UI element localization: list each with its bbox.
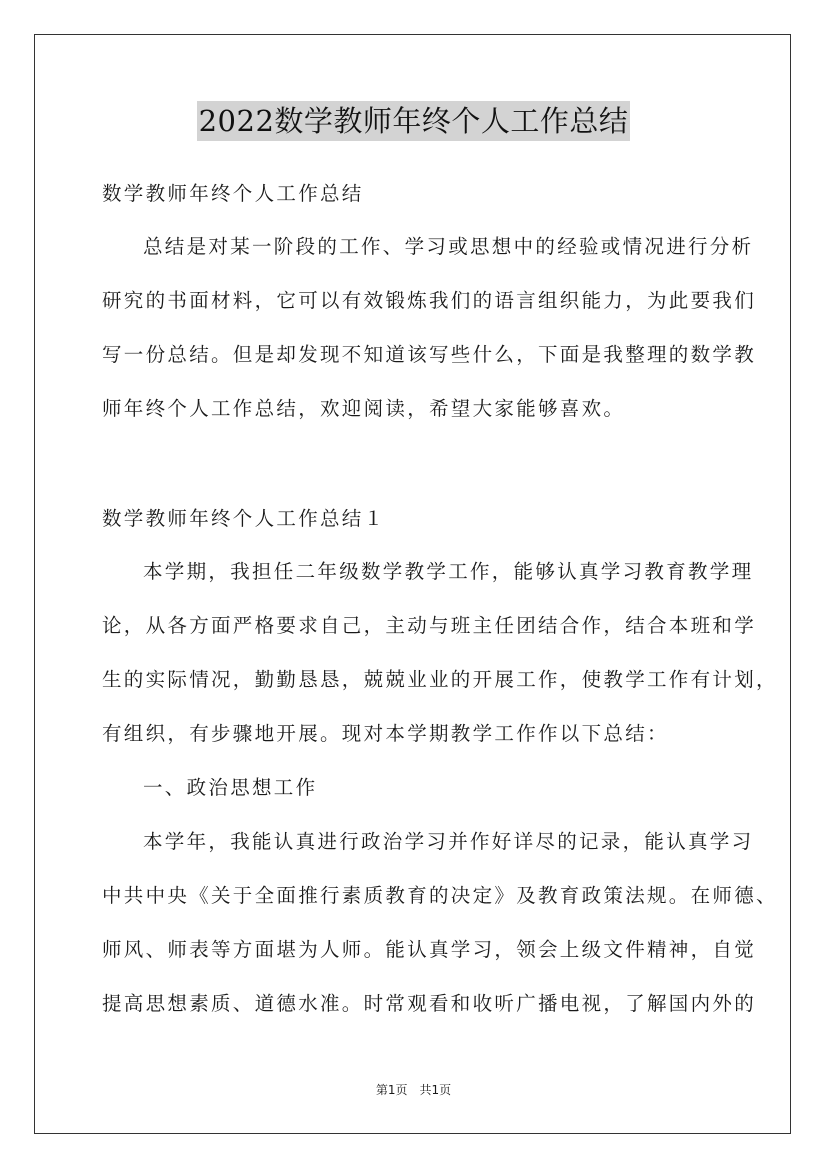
- section-heading: 数学教师年终个人工作总结１: [102, 507, 386, 530]
- document-title-wrapper: [0, 101, 827, 141]
- paragraph-line: 生的实际情况，勤勤恳恳，兢兢业业的开展工作，使教学工作有计划，: [102, 668, 778, 691]
- paragraph-line: 师年终个人工作总结，欢迎阅读，希望大家能够喜欢。: [102, 397, 626, 420]
- paragraph-line: 师风、师表等方面堪为人师。能认真学习，领会上级文件精神，自觉: [102, 938, 757, 961]
- paragraph-line: 写一份总结。但是却发现不知道该写些什么，下面是我整理的数学教: [102, 343, 757, 366]
- paragraph-line: 中共中央《关于全面推行素质教育的决定》及教育政策法规。在师德、: [102, 884, 778, 907]
- paragraph-line: 本学年，我能认真进行政治学习并作好详尽的记录，能认真学习: [143, 830, 754, 853]
- document-subtitle: 数学教师年终个人工作总结: [102, 182, 364, 205]
- page-number-footer: 第1页 共1页: [375, 1083, 452, 1097]
- paragraph-line: 论，从各方面严格要求自己，主动与班主任团结合作，结合本班和学: [102, 614, 757, 637]
- subheading: 一、政治思想工作: [143, 776, 318, 799]
- paragraph-line: 有组织，有步骤地开展。现对本学期教学工作作以下总结：: [102, 722, 669, 745]
- document-title: 2022数学教师年终个人工作总结: [197, 101, 631, 141]
- paragraph-line: 研究的书面材料，它可以有效锻炼我们的语言组织能力，为此要我们: [102, 289, 757, 312]
- paragraph-line: 提高思想素质、道德水准。时常观看和收听广播电视，了解国内外的: [102, 992, 757, 1015]
- paragraph-line: 本学期，我担任二年级数学教学工作，能够认真学习教育教学理: [143, 560, 754, 583]
- paragraph-line: 总结是对某一阶段的工作、学习或思想中的经验或情况进行分析: [143, 235, 754, 258]
